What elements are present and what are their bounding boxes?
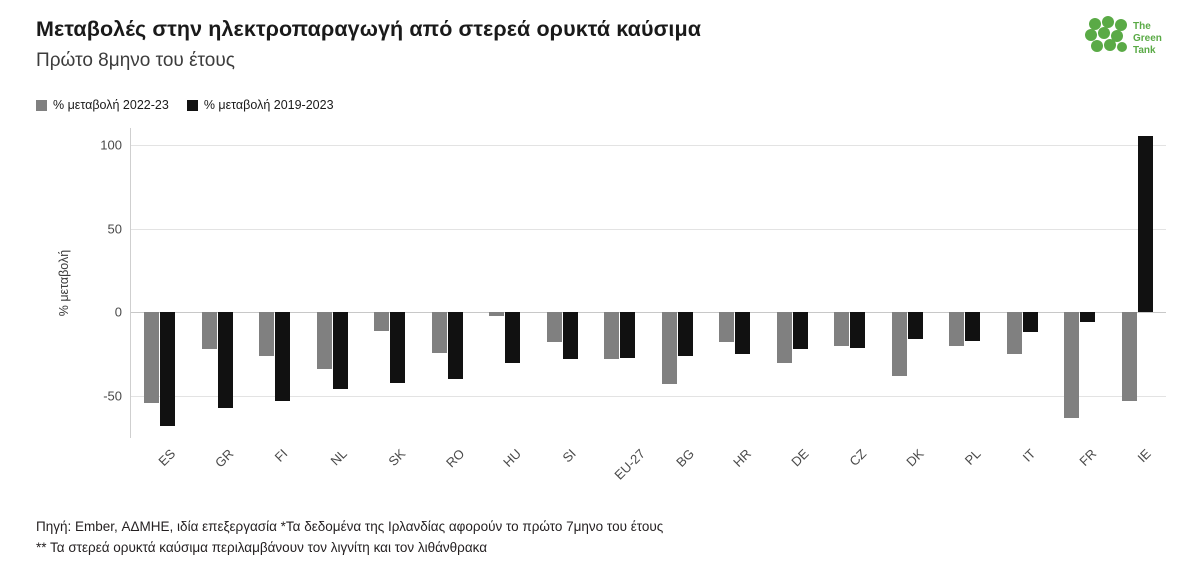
bar[interactable] (489, 312, 504, 315)
footnotes (36, 517, 663, 559)
bar-groups (131, 128, 1166, 438)
x-axis-tick-label: GR (212, 446, 237, 471)
bar-group (879, 128, 937, 438)
x-axis-tick-cell (1051, 440, 1109, 506)
bar[interactable] (850, 312, 865, 347)
bar-group (821, 128, 879, 438)
bar[interactable] (1007, 312, 1022, 354)
bar[interactable] (505, 312, 520, 362)
bar-group (246, 128, 304, 438)
bar-group (131, 128, 189, 438)
svg-text:Green: Green (1133, 33, 1162, 44)
x-axis-tick-label: IT (1019, 446, 1039, 465)
legend-label: % μεταβολή 2019-2023 (203, 98, 334, 112)
bar-group (706, 128, 764, 438)
bar-group (189, 128, 247, 438)
x-axis-tick-label: DK (903, 446, 927, 470)
bar[interactable] (547, 312, 562, 342)
x-axis-tick-cell (245, 440, 303, 506)
x-axis-tick-cell (821, 440, 879, 506)
x-axis-tick-label: BG (672, 446, 697, 470)
x-axis-tick-label: PL (961, 446, 984, 468)
bar[interactable] (735, 312, 750, 354)
bar[interactable] (160, 312, 175, 426)
bar[interactable] (719, 312, 734, 342)
bar[interactable] (333, 312, 348, 389)
bar[interactable] (834, 312, 849, 346)
x-axis-tick-label: HU (500, 446, 525, 470)
x-axis-tick-label: SI (559, 446, 579, 466)
svg-text:Tank: Tank (1133, 45, 1156, 56)
bar-group (534, 128, 592, 438)
bar[interactable] (259, 312, 274, 356)
x-axis-tick-cell (706, 440, 764, 506)
header (36, 16, 1077, 74)
x-axis-tick-label: FR (1076, 446, 1100, 469)
y-axis-tick-label: 100 (100, 137, 122, 153)
legend-swatch-icon (36, 100, 47, 111)
y-axis-tick-labels (80, 128, 122, 438)
bar[interactable] (202, 312, 217, 349)
bar-group (936, 128, 994, 438)
bar[interactable] (965, 312, 980, 340)
x-axis-tick-label: HR (730, 446, 755, 470)
bar[interactable] (563, 312, 578, 359)
bar-group (1109, 128, 1167, 438)
bar[interactable] (374, 312, 389, 330)
bar[interactable] (144, 312, 159, 402)
x-axis-tick-cell (993, 440, 1051, 506)
page-subtitle: Πρώτο 8μηνο του έτους (36, 49, 235, 71)
bar-group (304, 128, 362, 438)
x-axis-tick-cell (130, 440, 188, 506)
legend-item[interactable] (187, 98, 334, 112)
bar-group (1051, 128, 1109, 438)
legend-label: % μεταβολή 2022-23 (53, 98, 169, 112)
x-axis-tick-cell (648, 440, 706, 506)
footnote-note: ** Τα στερεά ορυκτά καύσιμα περιλαμβάνουν τον λιγνίτη και τον λιθάνθρακα (36, 540, 488, 556)
legend-swatch-icon (187, 100, 198, 111)
bar-group (591, 128, 649, 438)
bar[interactable] (1023, 312, 1038, 332)
bar[interactable] (218, 312, 233, 408)
bar[interactable] (892, 312, 907, 376)
x-axis-tick-cell (475, 440, 533, 506)
x-axis-tick-label: NL (328, 446, 351, 469)
chart-legend (36, 98, 334, 112)
x-axis-tick-label: DE (788, 446, 812, 470)
bar-group (994, 128, 1052, 438)
x-axis-tick-label: ES (155, 446, 179, 469)
x-axis-tick-label: SK (385, 446, 409, 469)
bar[interactable] (390, 312, 405, 382)
bar[interactable] (275, 312, 290, 401)
bar[interactable] (777, 312, 792, 362)
x-axis-tick-cell (418, 440, 476, 506)
bar[interactable] (678, 312, 693, 356)
x-axis-tick-label: FI (271, 446, 291, 465)
bar[interactable] (1122, 312, 1137, 401)
footnote-source: Πηγή: Ember, ΑΔΜΗΕ, ιδία επεξεργασία *Τα δεδομένα της Ιρλανδίας αφορούν το πρώτο 7μηνο του έτους (36, 519, 664, 535)
bar[interactable] (604, 312, 619, 359)
bar[interactable] (908, 312, 923, 339)
x-axis-tick-cell (936, 440, 994, 506)
x-axis-tick-label: CZ (845, 446, 869, 469)
x-axis-tick-label: RO (442, 446, 467, 471)
y-axis-title: % μεταβολή (57, 249, 71, 317)
bar[interactable] (662, 312, 677, 384)
x-axis-tick-cell (188, 440, 246, 506)
x-axis-tick-label: IE (1134, 446, 1155, 466)
y-axis-tick-label: 50 (107, 221, 122, 237)
bar[interactable] (949, 312, 964, 346)
x-axis-tick-cell (878, 440, 936, 506)
green-tank-logo (1083, 16, 1175, 64)
x-axis-tick-cell (763, 440, 821, 506)
x-axis-tick-cell (303, 440, 361, 506)
bar[interactable] (432, 312, 447, 352)
bar[interactable] (317, 312, 332, 369)
bar[interactable] (793, 312, 808, 349)
plot-area (36, 128, 1166, 508)
svg-text:The: The (1133, 21, 1151, 32)
chart-canvas (130, 128, 1166, 438)
bar[interactable] (620, 312, 635, 357)
x-axis-tick-labels (130, 440, 1166, 506)
x-axis-tick-cell (360, 440, 418, 506)
legend-item[interactable] (36, 98, 169, 112)
bar[interactable] (448, 312, 463, 379)
x-axis-tick-cell (533, 440, 591, 506)
x-axis-tick-label: EU-27 (611, 446, 649, 483)
bar-group (764, 128, 822, 438)
bar[interactable] (1064, 312, 1079, 418)
bar-group (419, 128, 477, 438)
bar-group (361, 128, 419, 438)
y-axis-tick-label: -50 (103, 388, 122, 404)
x-axis-tick-cell (1109, 440, 1167, 506)
page-title: Μεταβολές στην ηλεκτροπαραγωγή από στερεά ορυκτά καύσιμα (36, 17, 702, 41)
bar[interactable] (1080, 312, 1095, 322)
y-axis-tick-label: 0 (114, 304, 122, 320)
x-axis-tick-cell (591, 440, 649, 506)
bar-group (649, 128, 707, 438)
bar[interactable] (1138, 136, 1153, 312)
bar-group (476, 128, 534, 438)
